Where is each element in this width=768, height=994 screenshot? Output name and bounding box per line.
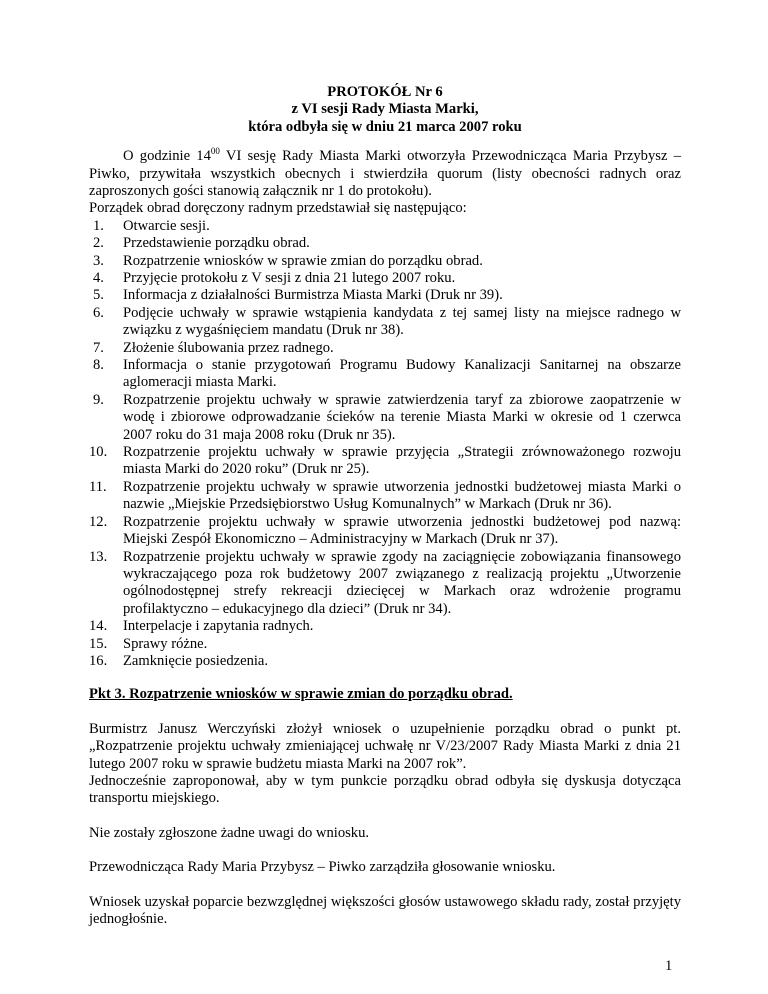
- intro-time-superscript: 00: [210, 146, 220, 157]
- agenda-item-text: Informacja o stanie przygotowań Programu Budowy Kanalizacji Sanitarnej na obszarze aglomeracji miasta Marki.: [123, 357, 681, 391]
- section-paragraph-2: Jednocześnie zaproponował, aby w tym punkcie porządku obrad odbyła się dyskusja dotycząca transportu miejskiego.: [89, 772, 681, 807]
- agenda-item: [89, 636, 681, 653]
- agenda-item-text: Rozpatrzenie projektu uchwały w sprawie przyjęcia „Strategii zrównoważonego rozwoju miasta Marki do 2020 roku” (Druk nr 25).: [123, 444, 681, 478]
- agenda-item: [89, 253, 681, 270]
- agenda-item: [89, 357, 681, 392]
- agenda-item: [89, 235, 681, 252]
- agenda-item-text: Rozpatrzenie projektu uchwały w sprawie utworzenia jednostki budżetowej pod nazwą: Miejski Zespół Ekonomiczno – Administracyjny w Markach (Druk nr 37).: [123, 513, 681, 548]
- agenda-item-number: 4.: [93, 270, 104, 287]
- section-paragraph-3: Nie zostały zgłoszone żadne uwagi do wniosku.: [89, 824, 370, 841]
- document-page: [89, 0, 681, 928]
- agenda-item-number: 5.: [93, 287, 104, 304]
- agenda-list: [89, 218, 681, 671]
- agenda-item-text: Zamknięcie posiedzenia.: [123, 652, 269, 669]
- intro-section: [89, 148, 681, 218]
- agenda-item-number: 3.: [93, 252, 104, 269]
- agenda-item-text: Sprawy różne.: [123, 635, 208, 652]
- agenda-item-text: Rozpatrzenie wniosków w sprawie zmian do porządku obrad.: [123, 252, 483, 269]
- agenda-item: [89, 270, 681, 287]
- agenda-item-text: Informacja z działalności Burmistrza Miasta Marki (Druk nr 39).: [123, 287, 503, 304]
- agenda-item-number: 8.: [93, 357, 104, 374]
- agenda-item-text: Złożenie ślubowania przez radnego.: [123, 339, 334, 356]
- agenda-item-text: Przyjęcie protokołu z V sesji z dnia 21 lutego 2007 roku.: [123, 270, 456, 287]
- agenda-item-number: 6.: [93, 304, 104, 321]
- agenda-intro: Porządek obrad doręczony radnym przedstawiał się następująco:: [89, 200, 467, 217]
- intro-paragraph: [89, 148, 681, 200]
- section-paragraph-4: Przewodnicząca Rady Maria Przybysz – Piwko zarządziła głosowanie wniosku.: [89, 859, 556, 876]
- agenda-item-number: 10.: [89, 444, 108, 461]
- section-heading: Pkt 3. Rozpatrzenie wniosków w sprawie zmian do porządku obrad.: [89, 686, 513, 703]
- page-number: 1: [665, 958, 673, 974]
- agenda-item: [89, 340, 681, 357]
- agenda-item-number: 14.: [89, 618, 108, 635]
- agenda-item-text: Interpelacje i zapytania radnych.: [123, 618, 314, 635]
- agenda-item-number: 7.: [93, 339, 104, 356]
- agenda-item: [89, 479, 681, 514]
- agenda-item-number: 1.: [93, 217, 104, 234]
- agenda-item-text: Rozpatrzenie projektu uchwały w sprawie zatwierdzenia taryf za zbiorowe zaopatrzenie w wodę i zbiorowe odprowadzanie ścieków na terenie Miasta Marki w okresie od 1 czerwca 2007 roku do 31 maja 2008 roku (Druk nr 35).: [123, 391, 681, 443]
- title-line-2: z VI sesji Rady Miasta Marki,: [291, 101, 479, 118]
- agenda-item: [89, 287, 681, 304]
- agenda-item-number: 2.: [93, 235, 104, 252]
- agenda-item-text: Przedstawienie porządku obrad.: [123, 235, 310, 252]
- protocol-title: [89, 84, 681, 136]
- agenda-item-text: Otwarcie sesji.: [123, 217, 210, 234]
- agenda-item-number: 15.: [89, 635, 108, 652]
- agenda-item-text: Podjęcie uchwały w sprawie wstąpienia kandydata z tej samej listy na miejsce radnego w związku z wygaśnięciem mandatu (Druk nr 38).: [123, 304, 681, 339]
- agenda-item-number: 11.: [89, 478, 107, 495]
- agenda-item: [89, 444, 681, 479]
- agenda-item: [89, 653, 681, 670]
- title-line-3: która odbyła się w dniu 21 marca 2007 roku: [248, 118, 522, 135]
- agenda-item: [89, 218, 681, 235]
- agenda-item: [89, 549, 681, 619]
- section-paragraph-1: Burmistrz Janusz Werczyński złożył wniosek o uzupełnienie porządku obrad o punkt pt. „Rozpatrzenie projektu uchwały zmieniającej uchwałę nr V/23/2007 Rady Miasta Marki z dnia 21 lutego 2007 roku w sprawie budżetu miasta Marki na 2007 rok”.: [89, 720, 681, 772]
- agenda-item-number: 13.: [89, 548, 108, 565]
- agenda-item: [89, 392, 681, 444]
- agenda-item: [89, 514, 681, 549]
- agenda-item: [89, 305, 681, 340]
- section-paragraph-5: Wniosek uzyskał poparcie bezwzględnej większości głosów ustawowego składu rady, został przyjęty jednogłośnie.: [89, 893, 681, 928]
- agenda-item: [89, 618, 681, 635]
- agenda-item-number: 16.: [89, 652, 108, 669]
- intro-text-start: O godzinie 14: [123, 148, 211, 165]
- title-line-1: PROTOKÓŁ Nr 6: [327, 84, 443, 100]
- agenda-item-text: Rozpatrzenie projektu uchwały w sprawie utworzenia jednostki budżetowej miasta Marki o nazwie „Miejskie Przedsiębiorstwo Usług Komunalnych” w Markach (Druk nr 36).: [123, 478, 681, 513]
- agenda-item-text: Rozpatrzenie projektu uchwały w sprawie zgody na zaciągnięcie zobowiązania finansowego wykraczającego poza rok budżetowy 2007 związanego z realizacją projektu „Utworzenie ogólnodostępnej strefy rekreacji dziecięcej w Markach oraz wdrożenie programu profilaktyczno – edukacyjnego dla dzieci” (Druk nr 34).: [123, 548, 681, 617]
- agenda-item-number: 9.: [93, 391, 104, 408]
- agenda-item-number: 12.: [89, 513, 108, 530]
- intro-text-end: VI sesję Rady Miasta Marki otworzyła Przewodnicząca Maria Przybysz – Piwko, przywitała wszystkich obecnych i stwierdziła quorum (listy obecności radnych oraz zaproszonych gości stanowią załącznik nr 1 do protokołu).: [89, 148, 681, 199]
